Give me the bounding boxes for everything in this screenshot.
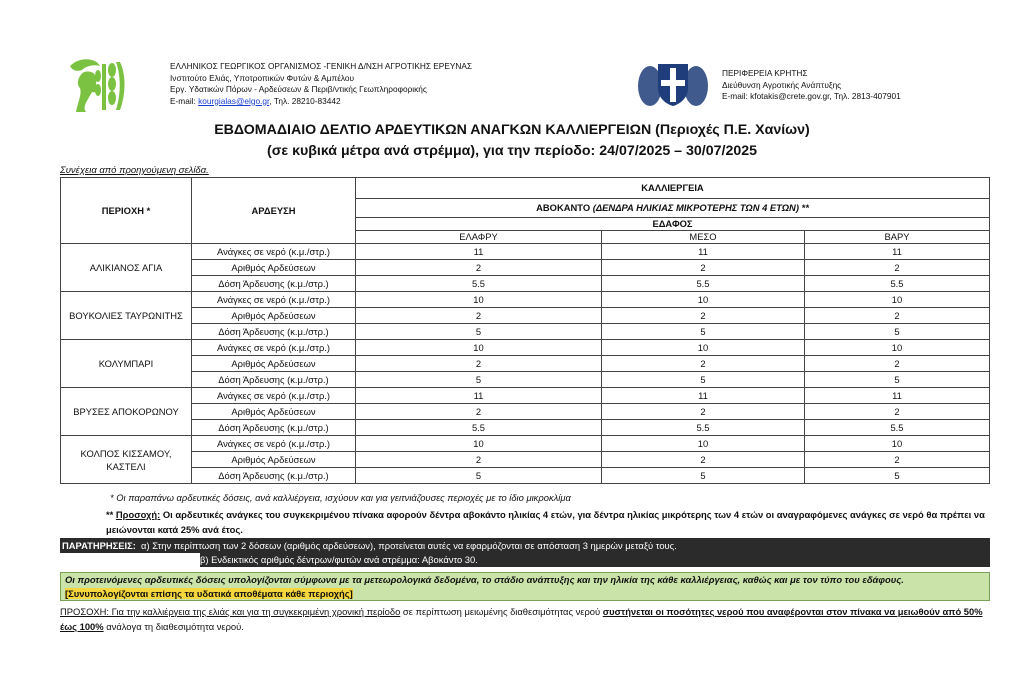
- remarks-spacer: [60, 553, 200, 567]
- value-cell: 5.5: [805, 276, 990, 292]
- left-org-line: ΕΛΛΗΝΙΚΟΣ ΓΕΩΡΓΙΚΟΣ ΟΡΓΑΝΙΣΜΟΣ -ΓΕΝΙΚΗ Δ/ΝΣΗ ΑΓΡΟΤΙΚΗΣ ΕΡΕΥΝΑΣ: [170, 61, 473, 71]
- irrigation-metric-label: Αριθμός Αρδεύσεων: [192, 260, 356, 276]
- right-org-line: ΠΕΡΙΦΕΡΕΙΑ ΚΡΗΤΗΣ: [722, 68, 808, 78]
- value-cell: 10: [356, 436, 602, 452]
- value-cell: 10: [805, 292, 990, 308]
- continued-note: Συνέχεια από προηγούμενη σελίδα.: [60, 165, 209, 176]
- table-row: [61, 276, 990, 292]
- table-row: [61, 468, 990, 484]
- greek-emblem-logo: [636, 58, 710, 110]
- irrigation-metric-label: Αριθμός Αρδεύσεων: [192, 356, 356, 372]
- value-cell: 5: [356, 324, 602, 340]
- table-row: [61, 324, 990, 340]
- irrigation-metric-label: Αριθμός Αρδεύσεων: [192, 308, 356, 324]
- table-row: [61, 244, 990, 260]
- value-cell: 11: [602, 388, 805, 404]
- value-cell: 2: [602, 260, 805, 276]
- irrigation-metric-label: Ανάγκες σε νερό (κ.μ./στρ.): [192, 244, 356, 260]
- value-cell: 5: [602, 468, 805, 484]
- value-cell: 2: [805, 404, 990, 420]
- irrigation-metric-label: Δόση Άρδευσης (κ.μ./στρ.): [192, 372, 356, 388]
- irrigation-table: [60, 177, 990, 484]
- table-row: [61, 372, 990, 388]
- table-row: [61, 388, 990, 404]
- irrigation-metric-label: Αριθμός Αρδεύσεων: [192, 452, 356, 468]
- value-cell: 11: [356, 388, 602, 404]
- irrigation-metric-label: Ανάγκες σε νερό (κ.μ./στρ.): [192, 436, 356, 452]
- value-cell: 2: [805, 260, 990, 276]
- value-cell: 11: [356, 244, 602, 260]
- table-row: [61, 340, 990, 356]
- area-column-header: ΠΕΡΙΟΧΗ *: [61, 178, 192, 244]
- olive-warning: [60, 604, 990, 634]
- table-row: [61, 356, 990, 372]
- soil-header: ΕΔΑΦΟΣ: [356, 218, 990, 231]
- value-cell: 10: [356, 292, 602, 308]
- crop-name-cell: [356, 199, 990, 218]
- right-organization-info: [722, 68, 901, 103]
- value-cell: 2: [602, 452, 805, 468]
- value-cell: 2: [356, 452, 602, 468]
- value-cell: 5: [602, 324, 805, 340]
- value-cell: 5: [602, 372, 805, 388]
- table-row: [61, 420, 990, 436]
- value-cell: 10: [602, 436, 805, 452]
- remarks-row-a: [60, 538, 990, 553]
- table-row: [61, 292, 990, 308]
- crops-header: ΚΑΛΛΙΕΡΓΕΙΑ: [356, 178, 990, 199]
- elgo-logo: [66, 54, 156, 112]
- table-row: [61, 308, 990, 324]
- value-cell: 10: [602, 340, 805, 356]
- footnote-attention: [106, 508, 986, 537]
- value-cell: 5.5: [602, 420, 805, 436]
- right-org-line: E-mail: kfotakis@crete.gov.gr, Τηλ. 2813-407901: [722, 91, 901, 102]
- footnote-prefix: **: [106, 509, 116, 520]
- calculation-note-box: [60, 572, 990, 601]
- value-cell: 2: [602, 404, 805, 420]
- value-cell: 11: [805, 244, 990, 260]
- remarks-label: ΠΑΡΑΤΗΡΗΣΕΙΣ:: [62, 540, 136, 551]
- footnote-label: Προσοχή:: [115, 509, 161, 520]
- olive-warning-emphasis: συστήνεται οι ποσότητες νερού που αναφέρονται στον πίνακα να μειωθούν από 50% έως 100%: [60, 606, 983, 632]
- value-cell: 5: [805, 324, 990, 340]
- value-cell: 10: [602, 292, 805, 308]
- value-cell: 2: [356, 260, 602, 276]
- soil-type-medium: ΜΕΣΟ: [602, 231, 805, 244]
- irrigation-metric-label: Δόση Άρδευσης (κ.μ./στρ.): [192, 324, 356, 340]
- area-name: ΒΟΥΚΟΛΙΕΣ ΤΑΥΡΩΝΙΤΗΣ: [61, 292, 192, 340]
- value-cell: 2: [805, 308, 990, 324]
- value-cell: 10: [805, 436, 990, 452]
- value-cell: 2: [602, 356, 805, 372]
- area-name: ΒΡΥΣΕΣ ΑΠΟΚΟΡΩΝΟΥ: [61, 388, 192, 436]
- email-link[interactable]: kourgialas@elgo.gr: [198, 95, 270, 106]
- olive-warning-middle: σε περίπτωση μειωμένης διαθεσιμότητας νερού: [400, 606, 603, 617]
- crop-qualifier: (ΔΕΝΔΡΑ ΗΛΙΚΙΑΣ ΜΙΚΡΟΤΕΡΗΣ ΤΩΝ 4 ΕΤΩΝ) **: [592, 202, 809, 213]
- table-row: [61, 404, 990, 420]
- phone-text: , Τηλ. 28210-83442: [269, 95, 341, 106]
- area-name: ΚΟΛΠΟΣ ΚΙΣΣΑΜΟΥ, ΚΑΣΤΕΛΙ: [61, 436, 192, 484]
- area-rows: [61, 244, 990, 484]
- olive-warning-end: ανάλογα τη διαθεσιμότητα νερού.: [103, 621, 244, 632]
- water-reserves-highlight: [Συνυπολογίζονται επίσης τα υδατικά αποθέματα κάθε περιοχής]: [65, 588, 353, 599]
- area-name: ΚΟΛΥΜΠΑΡΙ: [61, 340, 192, 388]
- value-cell: 2: [805, 356, 990, 372]
- value-cell: 11: [602, 244, 805, 260]
- value-cell: 2: [602, 308, 805, 324]
- table-row: [61, 452, 990, 468]
- footnote-text: Οι αρδευτικές ανάγκες του συγκεκριμένου πίνακα αφορούν δέντρα αβοκάντο ηλικίας 4 ετών, για δέντρα ηλικίας μικρότερης των 4 ετών οι αναγραφόμενες ανάγκες σε νερό θα πρέπει να μειώνονται κατά 25% ανά έτος.: [106, 509, 985, 535]
- remark-b: β) Ενδεικτικός αριθμός δέντρων/φυτών ανά στρέμμα: Αβοκάντο 30.: [200, 554, 478, 565]
- value-cell: 10: [356, 340, 602, 356]
- calculation-note: Οι προτεινόμενες αρδευτικές δόσεις υπολογίζονται σύμφωνα με τα μετεωρολογικά δεδομένα, το στάδιο ανάπτυξης και την ηλικία της κάθε καλλιέργειας, καθώς και με τον τύπο του εδάφους.: [65, 574, 904, 585]
- bulletin-subtitle: (σε κυβικά μέτρα ανά στρέμμα), για την περίοδο: 24/07/2025 – 30/07/2025: [266, 143, 758, 159]
- irrigation-metric-label: Ανάγκες σε νερό (κ.μ./στρ.): [192, 292, 356, 308]
- irrigation-metric-label: Ανάγκες σε νερό (κ.μ./στρ.): [192, 340, 356, 356]
- value-cell: 5.5: [356, 276, 602, 292]
- left-org-line: Εργ. Υδατικών Πόρων - Αρδεύσεων & Περιβ/ντικής Γεωπληροφορικής: [170, 84, 427, 95]
- bulletin-title: ΕΒΔΟΜΑΔΙΑΙΟ ΔΕΛΤΙΟ ΑΡΔΕΥΤΙΚΩΝ ΑΝΑΓΚΩΝ ΚΑΛΛΙΕΡΓΕΙΩΝ (Περιοχές Π.Ε. Χανίων): [214, 122, 810, 138]
- email-label: E-mail:: [170, 95, 199, 106]
- footnote-microclimate: * Οι παραπάνω αρδευτικές δόσεις, ανά καλλιέργεια, ισχύουν και για γειτνιάζουσες περιοχές με το ίδιο μικροκλίμα: [110, 492, 571, 503]
- left-contact-line: [170, 96, 472, 108]
- crop-name: ΑΒΟΚΑΝΤΟ: [536, 202, 591, 213]
- left-org-line: Ινστιτούτο Ελιάς, Υποτροπικών Φυτών & Αμπέλου: [170, 72, 355, 83]
- value-cell: 10: [805, 340, 990, 356]
- value-cell: 5.5: [602, 276, 805, 292]
- value-cell: 2: [356, 308, 602, 324]
- irrigation-column-header: ΑΡΔΕΥΣΗ: [192, 178, 356, 244]
- irrigation-metric-label: Ανάγκες σε νερό (κ.μ./στρ.): [192, 388, 356, 404]
- irrigation-metric-label: Δόση Άρδευσης (κ.μ./στρ.): [192, 276, 356, 292]
- value-cell: 5: [805, 468, 990, 484]
- table-row: [61, 260, 990, 276]
- irrigation-metric-label: Δόση Άρδευσης (κ.μ./στρ.): [192, 468, 356, 484]
- value-cell: 2: [356, 404, 602, 420]
- left-organization-info: [170, 61, 472, 107]
- value-cell: 2: [805, 452, 990, 468]
- value-cell: 5: [805, 372, 990, 388]
- olive-warning-intro: ΠΡΟΣΟΧΗ: Για την καλλιέργεια της ελιάς και για τη συγκεκριμένη χρονική περίοδο: [60, 606, 401, 617]
- value-cell: 5: [356, 372, 602, 388]
- value-cell: 2: [356, 356, 602, 372]
- area-name: ΑΛΙΚΙΑΝΟΣ ΑΓΙΑ: [61, 244, 192, 292]
- remarks-row-b: [200, 553, 990, 567]
- value-cell: 5.5: [356, 420, 602, 436]
- remark-a: α) Στην περίπτωση των 2 δόσεων (αριθμός αρδεύσεων), προτείνεται αυτές να εφαρμόζονται σε απόσταση 3 ημερών μεταξύ τους.: [135, 540, 677, 551]
- table-row: [61, 436, 990, 452]
- irrigation-metric-label: Δόση Άρδευσης (κ.μ./στρ.): [192, 420, 356, 436]
- right-org-line: Διεύθυνση Αγροτικής Ανάπτυξης: [722, 79, 842, 90]
- value-cell: 5: [356, 468, 602, 484]
- value-cell: 5.5: [805, 420, 990, 436]
- irrigation-metric-label: Αριθμός Αρδεύσεων: [192, 404, 356, 420]
- soil-type-heavy: ΒΑΡΥ: [805, 231, 990, 244]
- value-cell: 11: [805, 388, 990, 404]
- soil-type-light: ΕΛΑΦΡΥ: [356, 231, 602, 244]
